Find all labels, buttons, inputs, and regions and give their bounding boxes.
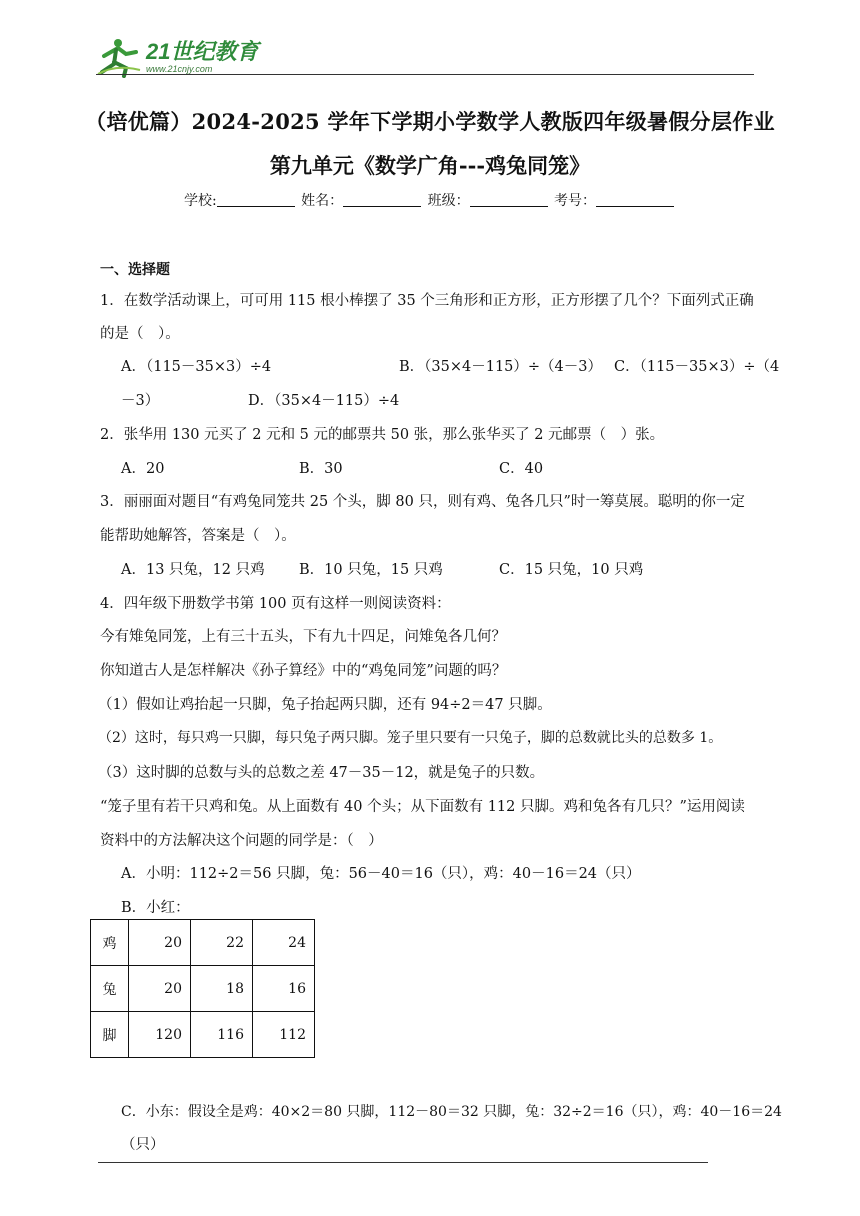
class-label: 班级： [427, 193, 470, 209]
header-rule [96, 74, 754, 75]
table-cell: 24 [253, 920, 315, 966]
table-row [91, 1012, 315, 1058]
table-cell: 18 [191, 966, 253, 1012]
table-cell: 16 [253, 966, 315, 1012]
q1-option-c-continued: －3） [121, 393, 160, 409]
q1-text-line2: 的是（ ）。 [100, 326, 180, 342]
q3-text-line2: 能帮助她解答，答案是（ ）。 [100, 528, 296, 544]
section-heading: 一、选择题 [100, 262, 170, 278]
table-cell: 兔 [91, 966, 129, 1012]
table-cell: 20 [129, 966, 191, 1012]
table-row [91, 920, 315, 966]
q1-text-line1: 1．在数学活动课上，可可用 115 根小棒摆了 35 个三角形和正方形，正方形摆了几个？下面列式正确 [100, 293, 754, 309]
q1-option-d[interactable]: D．（35×4－115）÷4 [248, 393, 400, 409]
q2-option-a[interactable]: A．20 [121, 461, 165, 477]
q1-option-b[interactable]: B．（35×4－115）÷（4－3） [399, 359, 603, 375]
q3-text-line1: 3．丽丽面对题目“有鸡兔同笼共 25 个头，脚 80 只，则有鸡、兔各几只”时一筹莫展。聪明的你一定 [100, 494, 745, 510]
school-blank[interactable] [217, 192, 295, 207]
table-cell: 22 [191, 920, 253, 966]
table-row [91, 966, 315, 1012]
q2-text: 2．张华用 130 元买了 2 元和 5 元的邮票共 50 张，那么张华买了 2 元邮票（ ）张。 [100, 427, 665, 443]
exam-number-blank[interactable] [596, 192, 674, 207]
footer-rule [98, 1162, 708, 1163]
q4-text-line1: 4．四年级下册数学书第 100 页有这样一则阅读资料： [100, 596, 451, 612]
chicken-rabbit-table [90, 919, 315, 1058]
q1-option-c[interactable]: C．（115－35×3）÷（4 [614, 359, 780, 375]
table-cell: 20 [129, 920, 191, 966]
q2-option-b[interactable]: B．30 [299, 461, 343, 477]
q4-step-3: （3）这时脚的总数与头的总数之差 47－35－12，就是兔子的只数。 [98, 765, 545, 781]
table-cell: 120 [129, 1012, 191, 1058]
student-info-fields [0, 190, 860, 210]
table-cell: 鸡 [91, 920, 129, 966]
q4-option-c-continued: （只） [121, 1137, 165, 1153]
q3-option-a[interactable]: A．13 只兔，12 只鸡 [121, 562, 265, 578]
svg-text:21世纪教育: 21世纪教育 [146, 39, 259, 64]
q4-text-line5: 资料中的方法解决这个问题的同学是：（ ） [100, 833, 383, 849]
q3-option-c[interactable]: C．15 只兔，10 只鸡 [499, 562, 644, 578]
q4-step-1: （1）假如让鸡抬起一只脚，兔子抬起两只脚，还有 94÷2＝47 只脚。 [98, 697, 552, 713]
exam-number-label: 考号： [554, 193, 597, 209]
table-cell: 脚 [91, 1012, 129, 1058]
q3-option-b[interactable]: B．10 只兔，15 只鸡 [299, 562, 443, 578]
class-blank[interactable] [470, 192, 548, 207]
school-label: 学校: [183, 193, 217, 209]
q4-option-b[interactable]: B．小红： [121, 900, 190, 916]
running-figure-icon [98, 39, 140, 76]
document-subtitle: 第九单元《数学广角---鸡兔同笼》 [269, 153, 591, 178]
name-blank[interactable] [343, 192, 421, 207]
document-title: （培优篇）2024-2025 学年下学期小学数学人教版四年级暑假分层作业 [85, 109, 775, 134]
q4-text-line4: “笼子里有若干只鸡和兔。从上面数有 40 个头；从下面数有 112 只脚。鸡和兔各有几只？”运用阅读 [100, 799, 745, 815]
table-cell: 112 [253, 1012, 315, 1058]
q4-option-a[interactable]: A．小明：112÷2＝56 只脚，兔：56－40＝16（只），鸡：40－16＝24（只） [121, 866, 641, 882]
q4-text-line3: 你知道古人是怎样解决《孙子算经》中的“鸡兔同笼”问题的吗？ [100, 663, 507, 679]
q4-text-line2: 今有雉兔同笼，上有三十五头，下有九十四足，问雉兔各几何？ [100, 629, 506, 645]
q4-step-2: （2）这时，每只鸡一只脚，每只兔子两只脚。笼子里只要有一只兔子，脚的总数就比头的总数多 1。 [98, 730, 723, 746]
svg-text:www.21cnjy.com: www.21cnjy.com [146, 64, 213, 74]
q1-option-a[interactable]: A．（115－35×3）÷4 [121, 359, 272, 375]
name-label: 姓名： [301, 193, 344, 209]
q4-option-c[interactable]: C．小东：假设全是鸡：40×2＝80 只脚，112－80＝32 只脚，兔：32÷2＝16（只），鸡：40－16＝24 [121, 1104, 782, 1120]
q2-option-c[interactable]: C．40 [499, 461, 544, 477]
table-cell: 116 [191, 1012, 253, 1058]
